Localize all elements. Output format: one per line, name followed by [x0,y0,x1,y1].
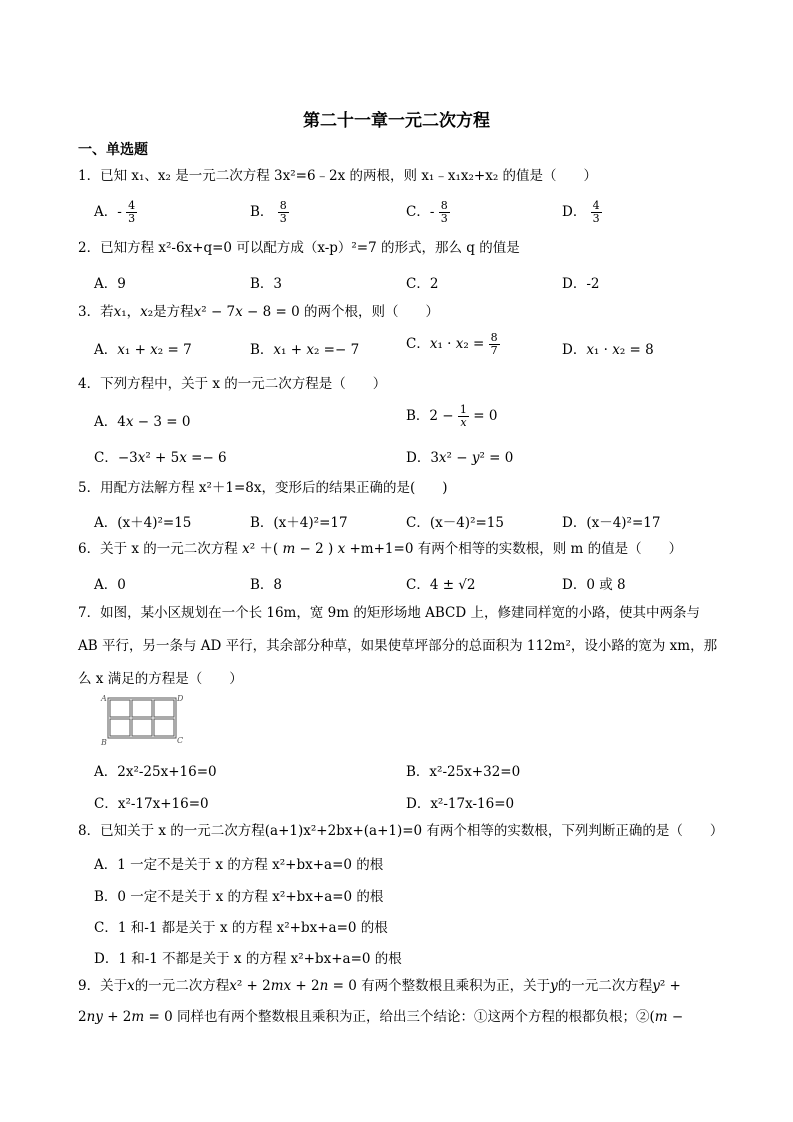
option-label: A．- [94,204,122,221]
question-9-line-1: 9．关于𝑥的一元二次方程𝑥² + 2𝑚𝑥 + 2𝑛 = 0 有两个整数根且乘积为正，关于𝑦的一元二次方程𝑦² + [78,978,681,994]
fraction [278,200,289,225]
question-4-options-row1 [94,403,714,434]
q1-option-b[interactable] [250,200,289,225]
question-8-stem: 8．已知关于 x 的一元二次方程(a+1)x²+2bx+(a+1)=0 有两个相等的实数根，下列判断正确的是（ ） [78,823,724,839]
fraction [591,200,602,225]
q2-option-c[interactable]: C．2 [406,276,439,292]
option-label: B．2 − [406,408,454,425]
fig-label-d: D [177,694,184,703]
section-heading: 一、单选题 [78,142,148,158]
question-7-options-row1 [94,760,714,784]
fig-label-b: B [101,738,107,747]
q4-option-b[interactable] [406,404,497,429]
question-5-options [94,511,714,535]
q3-option-d[interactable]: D．𝑥₁ · 𝑥₂ = 8 [562,342,654,358]
numerator: 8 [440,199,448,212]
fraction [489,332,500,357]
question-2-options [94,272,714,296]
question-7-stem: 7．如图，某小区规划在一个长 16m，宽 9m 的矩形场地 ABCD 上，修建同样宽的小路，使其中两条与 AB 平行，另一条与 AD 平行，其余部分种草，如果使草坪部分的总面积为 112m²，设小路的宽为 xm，那么 x 满足的方程是（ ） [78,605,718,687]
q7-option-b[interactable]: B．x²-25x+32=0 [406,764,521,780]
fraction [439,200,450,225]
denominator: 𝑥 [460,416,467,430]
q7-figure [100,693,184,747]
q8-option-b[interactable]: B．0 一定不是关于 x 的方程 x²+bx+a=0 的根 [94,889,384,905]
question-3-options [94,331,714,362]
fig-label-c: C [177,736,184,745]
q5-option-c[interactable]: C．(x－4)²=15 [406,515,504,531]
q3-option-b[interactable]: B．𝑥₁ + 𝑥₂ =− 7 [250,342,360,358]
q6-option-c[interactable]: C．4 ± √2 [406,577,476,593]
denominator: 3 [592,212,600,226]
question-4-options-row2 [94,446,714,470]
question-2-stem: 2．已知方程 x²-6x+q=0 可以配方成（x-p）²=7 的形式，那么 q 的值是 [78,240,520,256]
question-3-stem: 3．若𝑥₁，𝑥₂是方程𝑥² − 7𝑥 − 8 = 0 的两个根，则（ ） [78,304,440,320]
option-label: C．- [406,204,435,221]
denominator: 3 [128,212,136,226]
numerator: 4 [592,199,600,212]
denominator: 7 [490,344,498,358]
question-6-stem: 6．关于 x 的一元二次方程 𝑥² ＋( 𝑚 − 2 ) 𝑥 +m+1=0 有两个相等的实数根，则 m 的值是（ ） [78,541,683,557]
q6-option-a[interactable]: A．0 [94,577,126,593]
q8-option-d[interactable]: D．1 和-1 不都是关于 x 的方程 x²+bx+a=0 的根 [94,951,402,967]
question-6-options [94,573,714,597]
q8-option-a[interactable]: A．1 一定不是关于 x 的方程 x²+bx+a=0 的根 [94,857,384,873]
q2-option-b[interactable]: B．3 [250,276,283,292]
numerator: 4 [128,199,136,212]
q2-option-d[interactable]: D．-2 [562,276,600,292]
q6-option-b[interactable]: B．8 [250,577,283,593]
q7-option-d[interactable]: D．x²-17x-16=0 [406,796,515,812]
numerator: 8 [279,199,287,212]
fraction [126,200,137,225]
fraction [458,404,469,429]
question-5-stem: 5．用配方法解方程 x²＋1=8x，变形后的结果正确的是( ) [78,480,448,496]
denominator: 3 [440,212,448,226]
question-7-options-row2 [94,792,714,816]
fig-label-a: A [101,694,107,703]
q4-option-a[interactable]: A．4𝑥 − 3 = 0 [94,414,191,430]
q7-option-c[interactable]: C．x²-17x+16=0 [94,796,209,812]
q4-option-c[interactable]: C．−3𝑥² + 5𝑥 =− 6 [94,450,227,466]
q2-option-a[interactable]: A．9 [94,276,126,292]
option-tail: = 0 [473,408,498,425]
question-1-stem: 1．已知 x₁、x₂ 是一元二次方程 3x²=6﹣2x 的两根，则 x₁﹣x₁x₂+x₂ 的值是（ ） [78,168,598,184]
q1-option-d[interactable] [562,200,602,225]
q1-option-a[interactable] [94,200,137,225]
question-4-stem: 4．下列方程中，关于 x 的一元二次方程是（ ） [78,376,387,392]
numerator: 1 [459,403,467,416]
q1-option-c[interactable] [406,200,450,225]
option-label: D． [562,204,587,221]
q3-option-a[interactable]: A．𝑥₁ + 𝑥₂ = 7 [94,342,192,358]
q5-option-a[interactable]: A．(x＋4)²=15 [94,515,192,531]
q4-option-d[interactable]: D．3𝑥² − 𝑦² = 0 [406,450,514,466]
denominator: 3 [279,212,287,226]
q7-option-a[interactable]: A．2x²-25x+16=0 [94,764,217,780]
option-label: C．𝑥₁ · 𝑥₂ = [406,336,485,353]
q5-option-b[interactable]: B．(x＋4)²=17 [250,515,348,531]
option-label: B． [250,204,274,221]
question-1-options [94,200,714,224]
question-9-line-2: 2𝑛𝑦 + 2𝑚 = 0 同样也有两个整数根且乘积为正，给出三个结论：①这两个方程的根都负根；②(𝑚 − [78,1009,684,1025]
page-title: 第二十一章一元二次方程 [303,111,490,131]
q8-option-c[interactable]: C．1 和-1 都是关于 x 的方程 x²+bx+a=0 的根 [94,920,388,936]
q6-option-d[interactable]: D．0 或 8 [562,577,626,593]
q3-option-c[interactable] [406,332,500,357]
q5-option-d[interactable]: D．(x－4)²=17 [562,515,661,531]
numerator: 8 [490,331,498,344]
